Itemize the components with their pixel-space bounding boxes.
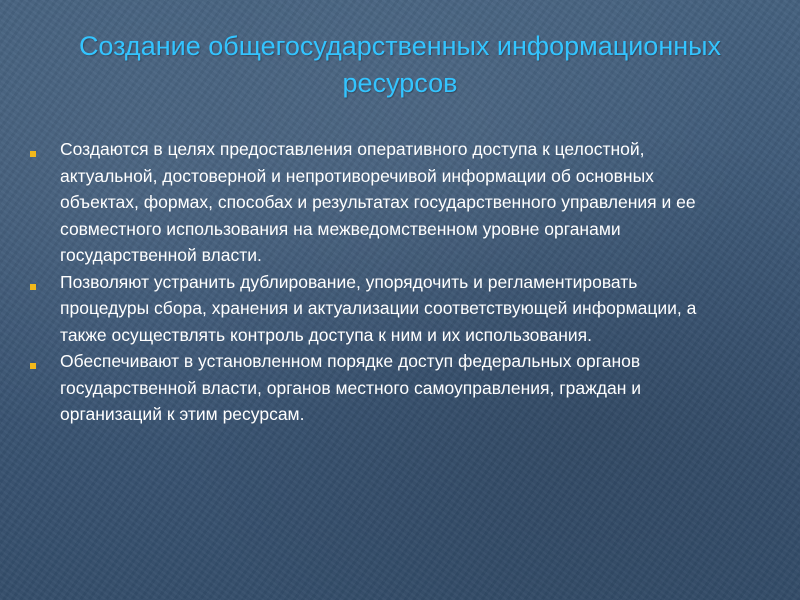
square-bullet-icon [30, 284, 36, 290]
bullet-text: Создаются в целях предоставления оперативного доступа к целостной, актуальной, достоверной и непротиворечивой информации об основных объектах, формах, способах и результатах государственного управления и ее совместного использования на межведомственном уровне органами государственной власти. [60, 139, 696, 265]
bullet-item [28, 348, 728, 428]
bullet-item [28, 269, 728, 349]
bullet-list [28, 136, 728, 428]
slide-title: Создание общегосударственных информационных ресурсов [78, 31, 722, 98]
bullet-item [28, 136, 728, 269]
bullet-text: Позволяют устранить дублирование, упорядочить и регламентировать процедуры сбора, хранения и актуализации соответствующей информации, а также осуществлять контроль доступа к ним и их использования. [60, 271, 697, 345]
bullet-text: Обеспечивают в установленном порядке доступ федеральных органов государственной власти, органов местного самоуправления, граждан и организаций к этим ресурсам. [60, 351, 642, 424]
square-bullet-icon [30, 363, 36, 369]
square-bullet-icon [30, 151, 36, 157]
